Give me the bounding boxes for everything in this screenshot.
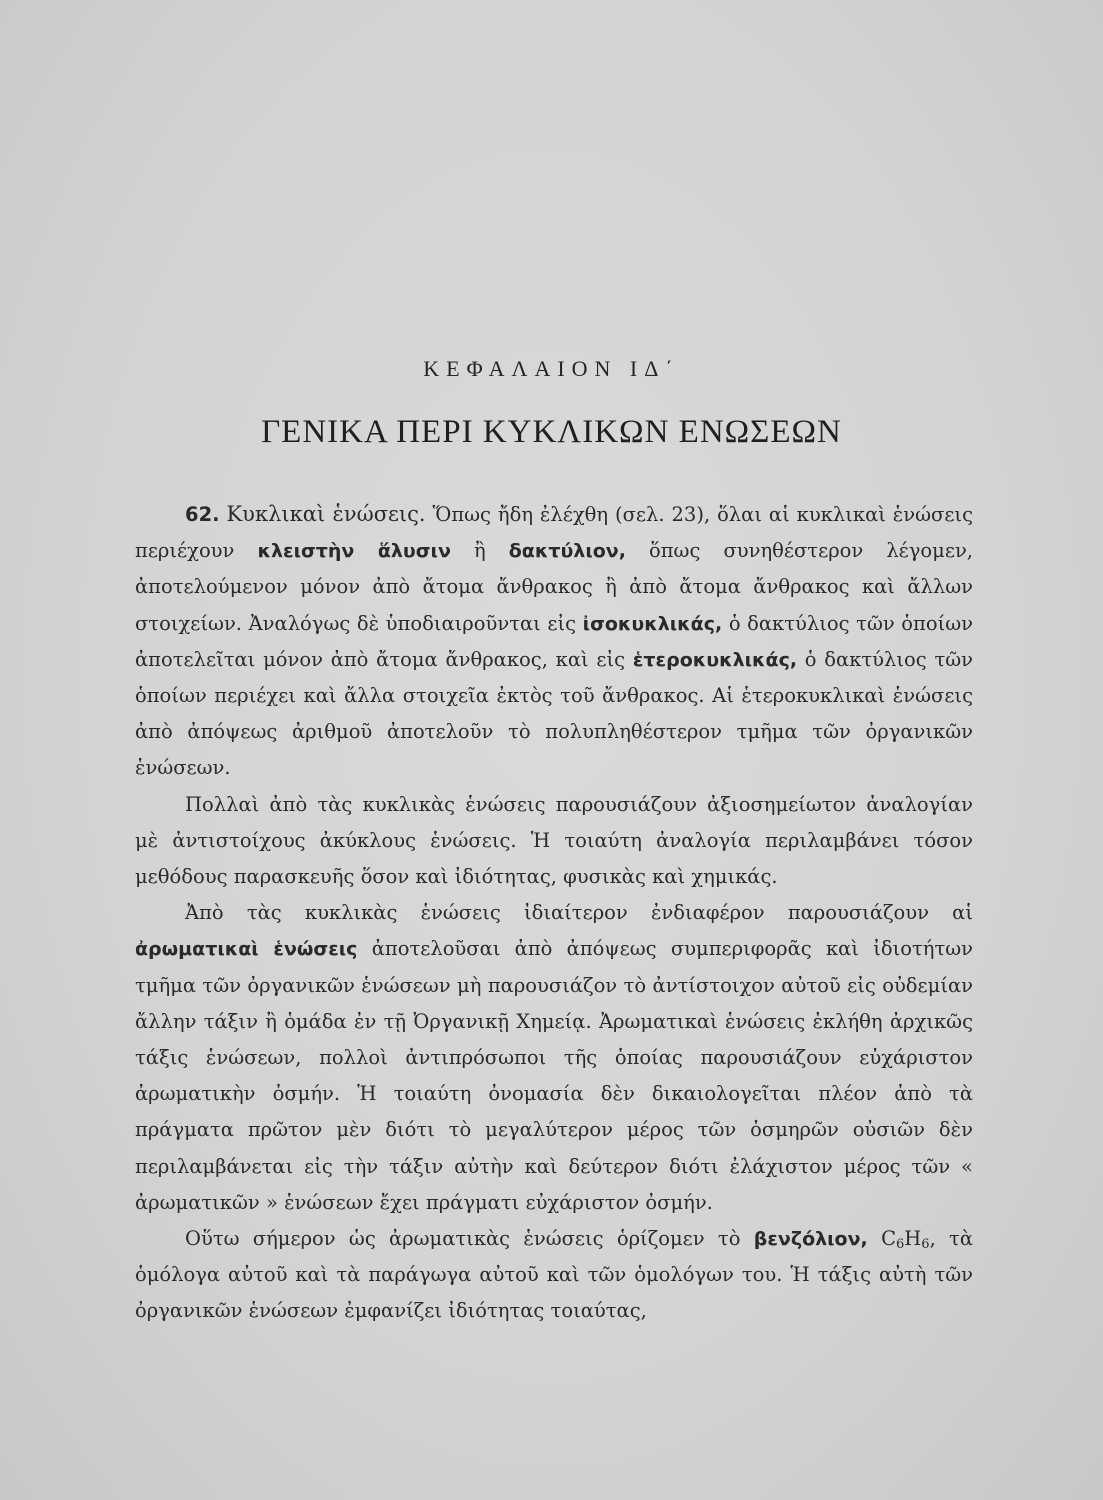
paragraph-text: ὁ δακτύλιος τῶν ὁποίων περιέχει καὶ ἄλλα στοιχεῖα ἐκτὸς τοῦ ἄνθρακος. Αἱ ἑτεροκυκλικαὶ ἑνώσεις ἀπὸ ἀπόψεως ἀριθμοῦ ἀποτελοῦν τὸ πολυπληθέστερον τμῆμα τῶν ὀργανικῶν ἑνώσεων. [135,647,973,780]
bold-term: κλειστὴν ἅλυσιν [257,540,451,563]
section-title: Κυκλικαὶ ἑνώσεις. [226,502,426,526]
chemical-formula [881,1227,930,1253]
formula-subscript: 6 [921,1237,930,1253]
paragraph-text: ἀποτελοῦσαι ἀπὸ ἀπόψεως συμπεριφορᾶς καὶ ἰδιοτήτων τμῆμα τῶν ὀργανικῶν ἑνώσεων μὴ παρουσιάζον τὸ ἀντίστοιχον αὐτοῦ εἰς οὐδεμίαν ἄλλην τάξιν ἢ ὁμάδα ἐν τῇ Ὀργανικῇ Χημείᾳ. Ἀρωματικαὶ ἑνώσεις ἐκλήθη ἀρχικῶς τάξις ἑνώσεων, πολλοὶ ἀντιπρόσωποι τῆς ὁποίας παρουσιάζουν εὐχάριστον ἀρωματικὴν ὀσμήν. Ἡ τοιαύτη ὀνομασία δὲν δικαιολογεῖται πλέον ἀπὸ τὰ πράγματα πρῶτον μὲν διότι τὸ μεγαλύτερον μέρος τῶν ὀσμηρῶν οὐσιῶν δὲν περιλαμβάνεται εἰς τὴν τάξιν αὐτὴν καὶ δεύτερον διότι ἐλάχιστον μέρος τῶν « ἀρωματικῶν » ἑνώσεων ἔχει πράγματι εὐχάριστον ὀσμήν. [135,937,974,1214]
paragraph-3 [135,895,973,1221]
paragraph-text: Ἀπὸ τὰς κυκλικὰς ἑνώσεις ἰδιαίτερον ἐνδιαφέρον παρουσιάζουν αἱ [185,901,973,925]
bold-term: ἑτεροκυκλικάς, [632,648,798,671]
body-text [135,496,973,1330]
chapter-title: ΓΕΝΙΚΑ ΠΕΡΙ ΚΥΚΛΙΚΩΝ ΕΝΩΣΕΩΝ [261,414,842,450]
bold-term: δακτύλιον, [508,540,626,563]
paragraph-text: ὁ δακτύλιος τῶν ὁποίων ἀποτελεῖται μόνον ἀπὸ ἄτομα ἄνθρακος, καὶ εἰς [135,611,973,671]
paragraph-1 [135,496,973,787]
chapter-label: ΚΕΦΑΛΑΙΟΝ ΙΔ΄ [423,356,680,381]
bold-term: ἰσοκυκλικάς, [582,612,723,635]
paragraph-text: Ὅπως ἤδη ἐλέχθη (σελ. 23), ὅλαι αἱ κυκλικαὶ ἑνώσεις περιέχουν [135,503,974,563]
bold-term: βενζόλιον, [753,1228,868,1251]
paragraph-2: Πολλαὶ ἀπὸ τὰς κυκλικὰς ἑνώσεις παρουσιάζουν ἀξιοσημείωτον ἀναλογίαν μὲ ἀντιστοίχους ἀκύκλους ἑνώσεις. Ἡ τοιαύτη ἀναλογία περιλαμβάνει τόσον μεθόδους παρασκευῆς ὅσον καὶ ἰδιότητας, φυσικὰς καὶ χημικάς. [135,792,973,889]
bold-term: ἀρωματικαὶ ἑνώσεις [135,938,358,961]
paragraph-text: ἢ [450,539,509,563]
paragraph-text: ὅπως συνηθέστερον λέγομεν, ἀποτελούμενον μόνον ἀπὸ ἄτομα ἄνθρακος ἢ ἀπὸ ἄτομα ἄνθρακος καὶ ἄλλων στοιχείων. Ἀναλόγως δὲ ὑποδιαιροῦνται εἰς [135,539,974,635]
formula-element: H [904,1227,922,1251]
formula-element: C [881,1227,896,1251]
paragraph-text: , τὰ ὁμόλογα αὐτοῦ καὶ τὰ παράγωγα αὐτοῦ καὶ τῶν ὁμολόγων του. Ἡ τάξις αὐτὴ τῶν ὀργανικῶν ἑνώσεων ἐμφανίζει ἰδιότητας τοιαύτας, [135,1227,973,1323]
section-number: 62. [185,503,220,526]
paragraph-text: Οὕτω σήμερον ὡς ἀρωματικὰς ἑνώσεις ὁρίζομεν τὸ [185,1227,754,1251]
paragraph-4 [135,1221,973,1330]
formula-subscript: 6 [895,1237,905,1253]
